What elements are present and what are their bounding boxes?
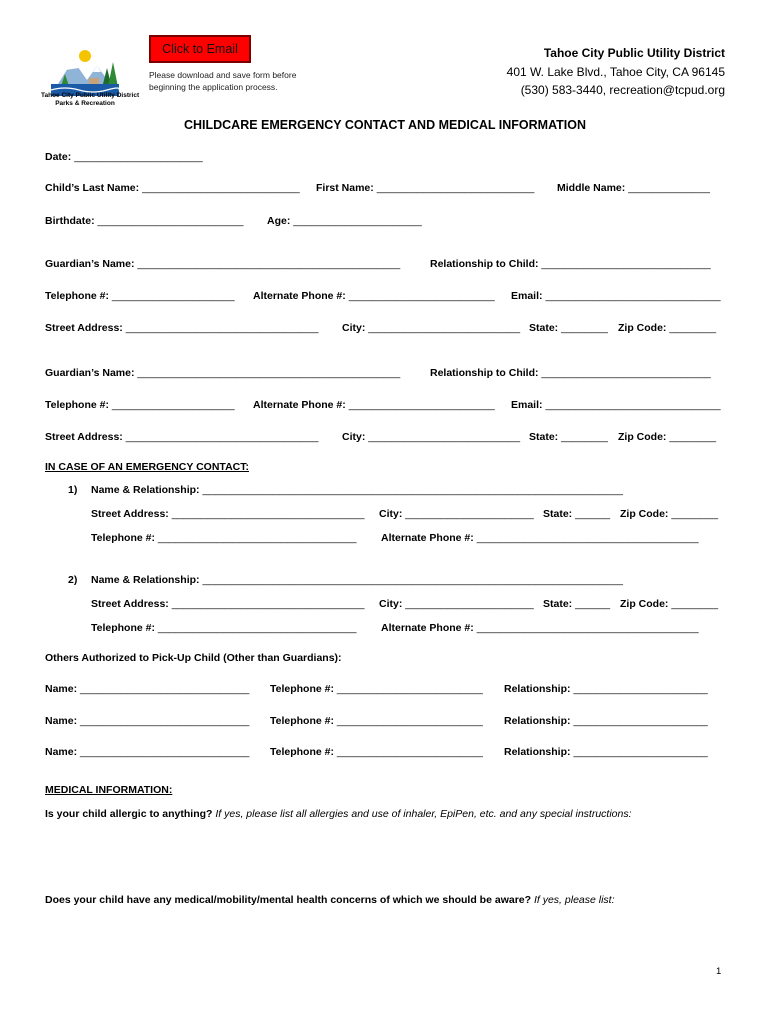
emergency-alt-phone-field-2[interactable]: Alternate Phone #: ______________________________________ bbox=[381, 622, 699, 634]
org-name: Tahoe City Public Utility District bbox=[543, 46, 725, 60]
email-field-1[interactable]: Email: ______________________________ bbox=[511, 290, 721, 302]
emergency-zip-field-2[interactable]: Zip Code: ________ bbox=[620, 598, 719, 610]
street-address-field-2[interactable]: Street Address: _________________________________ bbox=[45, 431, 319, 443]
emergency-street-field-2[interactable]: Street Address: _________________________________ bbox=[91, 598, 365, 610]
org-address: 401 W. Lake Blvd., Tahoe City, CA 96145 bbox=[506, 65, 725, 79]
emergency-name-relationship-field-1[interactable]: Name & Relationship: ________________________________________________________________________ bbox=[91, 484, 623, 496]
birthdate-field[interactable]: Birthdate: _________________________ bbox=[45, 215, 244, 227]
page-number: 1 bbox=[716, 966, 722, 977]
guardian-name-field-1[interactable]: Guardian’s Name: _____________________________________________ bbox=[45, 258, 401, 270]
district-logo bbox=[41, 46, 140, 112]
emergency-city-field-1[interactable]: City: ______________________ bbox=[379, 508, 534, 520]
alt-phone-field-2[interactable]: Alternate Phone #: _________________________ bbox=[253, 399, 495, 411]
pickup-name-field-3[interactable]: Name: _____________________________ bbox=[45, 746, 250, 758]
medical-heading: MEDICAL INFORMATION: bbox=[45, 784, 173, 796]
pickup-heading: Others Authorized to Pick-Up Child (Other than Guardians): bbox=[45, 652, 342, 664]
emergency-state-field-2[interactable]: State: ______ bbox=[543, 598, 611, 610]
zip-field-1[interactable]: Zip Code: ________ bbox=[618, 322, 717, 334]
pickup-relationship-field-1[interactable]: Relationship: _______________________ bbox=[504, 683, 708, 695]
emergency-city-field-2[interactable]: City: ______________________ bbox=[379, 598, 534, 610]
relationship-to-child-field-1[interactable]: Relationship to Child: _____________________________ bbox=[430, 258, 711, 270]
emergency-number-1: 1) bbox=[68, 484, 78, 496]
emergency-name-relationship-field-2[interactable]: Name & Relationship: ________________________________________________________________________ bbox=[91, 574, 623, 586]
pickup-name-field-1[interactable]: Name: _____________________________ bbox=[45, 683, 250, 695]
allergy-answer-area[interactable] bbox=[45, 826, 725, 886]
medical-concern-question: Does your child have any medical/mobility/mental health concerns of which we should be aware? If yes, please list: bbox=[45, 894, 615, 906]
relationship-to-child-field-2[interactable]: Relationship to Child: _____________________________ bbox=[430, 367, 711, 379]
pickup-telephone-field-2[interactable]: Telephone #: _________________________ bbox=[270, 715, 483, 727]
download-note: Please download and save form before beginning the application process. bbox=[149, 70, 297, 92]
street-address-field-1[interactable]: Street Address: _________________________________ bbox=[45, 322, 319, 334]
state-field-2[interactable]: State: ________ bbox=[529, 431, 608, 443]
telephone-field-1[interactable]: Telephone #: _____________________ bbox=[45, 290, 235, 302]
logo-text: Tahoe City Public Utility District Parks & Recreation bbox=[41, 92, 140, 107]
emergency-contact-heading: IN CASE OF AN EMERGENCY CONTACT: bbox=[45, 461, 249, 473]
age-field[interactable]: Age: ______________________ bbox=[267, 215, 422, 227]
org-contact: (530) 583-3440, recreation@tcpud.org bbox=[520, 83, 725, 97]
emergency-number-2: 2) bbox=[68, 574, 78, 586]
emergency-state-field-1[interactable]: State: ______ bbox=[543, 508, 611, 520]
pickup-relationship-field-2[interactable]: Relationship: _______________________ bbox=[504, 715, 708, 727]
city-field-2[interactable]: City: __________________________ bbox=[342, 431, 521, 443]
emergency-street-field-1[interactable]: Street Address: _________________________________ bbox=[91, 508, 365, 520]
emergency-zip-field-1[interactable]: Zip Code: ________ bbox=[620, 508, 719, 520]
date-field[interactable]: Date: ______________________ bbox=[45, 151, 203, 163]
emergency-telephone-field-1[interactable]: Telephone #: __________________________________ bbox=[91, 532, 357, 544]
guardian-name-field-2[interactable]: Guardian’s Name: _____________________________________________ bbox=[45, 367, 401, 379]
pickup-telephone-field-3[interactable]: Telephone #: _________________________ bbox=[270, 746, 483, 758]
child-last-name-field[interactable]: Child’s Last Name: ___________________________ bbox=[45, 182, 300, 194]
allergy-question: Is your child allergic to anything? If yes, please list all allergies and use of inhaler, EpiPen, etc. and any special instructions: bbox=[45, 808, 632, 820]
click-to-email-button[interactable]: Click to Email bbox=[149, 35, 251, 63]
zip-field-2[interactable]: Zip Code: ________ bbox=[618, 431, 717, 443]
city-field-1[interactable]: City: __________________________ bbox=[342, 322, 521, 334]
first-name-field[interactable]: First Name: ___________________________ bbox=[316, 182, 535, 194]
state-field-1[interactable]: State: ________ bbox=[529, 322, 608, 334]
alt-phone-field-1[interactable]: Alternate Phone #: _________________________ bbox=[253, 290, 495, 302]
emergency-telephone-field-2[interactable]: Telephone #: __________________________________ bbox=[91, 622, 357, 634]
pickup-name-field-2[interactable]: Name: _____________________________ bbox=[45, 715, 250, 727]
emergency-alt-phone-field-1[interactable]: Alternate Phone #: ______________________________________ bbox=[381, 532, 699, 544]
email-field-2[interactable]: Email: ______________________________ bbox=[511, 399, 721, 411]
medical-concern-answer-area[interactable] bbox=[45, 912, 725, 957]
pickup-relationship-field-3[interactable]: Relationship: _______________________ bbox=[504, 746, 708, 758]
middle-name-field[interactable]: Middle Name: ______________ bbox=[557, 182, 710, 194]
pickup-telephone-field-1[interactable]: Telephone #: _________________________ bbox=[270, 683, 483, 695]
form-title: CHILDCARE EMERGENCY CONTACT AND MEDICAL INFORMATION bbox=[183, 118, 587, 132]
telephone-field-2[interactable]: Telephone #: _____________________ bbox=[45, 399, 235, 411]
